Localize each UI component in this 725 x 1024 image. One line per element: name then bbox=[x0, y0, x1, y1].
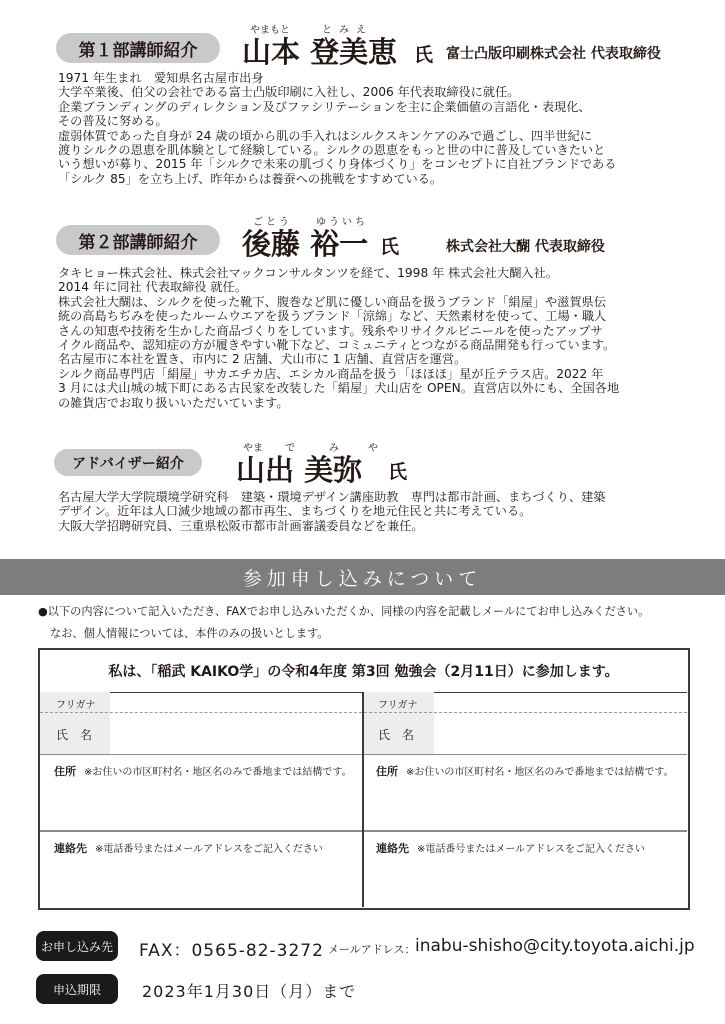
registration-banner: 参加申し込みについて bbox=[0, 559, 725, 595]
contact-note: ※電話番号またはメールアドレスをご記入ください bbox=[417, 844, 645, 855]
bio-line: 2014 年に同社 代表取締役 就任。 bbox=[58, 280, 247, 295]
bio-line: いう想いが募り、2015 年「シルクで未来の肌づくり身体づくり」をコンセプトに自社ブランドである bbox=[58, 157, 617, 172]
speaker2-ruby-family: ごとう bbox=[253, 217, 292, 228]
speaker1-affiliation: 富士凸版印刷株式会社 代表取締役 bbox=[446, 46, 661, 62]
contact-row[interactable] bbox=[40, 831, 362, 908]
speaker1-badge: 第１部講師紹介 bbox=[56, 33, 220, 63]
bio-line: タキヒョー株式会社、株式会社マックコンサルタンツを経て、1998 年 株式会社大醐入社。 bbox=[58, 266, 558, 280]
bio-line: 3 月には犬山城の城下町にある古民家を改装した「絹屋」犬山店を OPEN。直営店以外にも、全国各地 bbox=[58, 381, 620, 396]
bio-line: 大学卒業後、伯父の会社である富士凸版印刷に入社し、2006 年代表取締役に就任。 bbox=[58, 85, 520, 100]
address-label: 住所 bbox=[54, 765, 76, 778]
form-column-right bbox=[364, 692, 687, 907]
mail-address[interactable]: inabu-shisho@city.toyota.aichi.jp bbox=[415, 936, 695, 956]
deadline-label: 申込期限 bbox=[36, 974, 118, 1004]
contact-label: 連絡先 bbox=[376, 842, 409, 855]
contact-row[interactable] bbox=[364, 831, 687, 908]
bio-line: シルク商品専門店「絹屋」サカエチカ店、エシカル商品を扱う「ほほほ」星が丘テラス店。2022 年 bbox=[58, 366, 604, 381]
speaker2-affiliation: 株式会社大醐 代表取締役 bbox=[446, 239, 605, 255]
advisor-ruby-3: み bbox=[329, 443, 339, 454]
advisor-ruby-4: や bbox=[368, 443, 378, 454]
bio-line: 虚弱体質であった自身が 24 歳の頃から肌の手入れはシルクスキンケアのみで過ごし、四半世紀に bbox=[58, 128, 592, 143]
bio-line: 渡りシルクの恩恵を肌体験として経験している。シルクの恩恵をもっと世の中に普及していきたいと bbox=[58, 143, 606, 158]
contact-note: ※電話番号またはメールアドレスをご記入ください bbox=[95, 844, 323, 855]
bio-line: の雑貨店でお取り扱いいただいています。 bbox=[58, 395, 289, 410]
advisor-bio bbox=[58, 490, 678, 533]
fax-number: FAX：0565-82-3272 bbox=[139, 941, 324, 961]
furigana-label: フリガナ bbox=[378, 700, 418, 711]
bio-line: デザイン。近年は人口減少地域の都市再生、まちづくりを地元住民と共に考えている。 bbox=[58, 504, 532, 519]
name-row[interactable] bbox=[40, 712, 362, 755]
bio-line: 名古屋市に本社を置き、市内に 2 店舗、犬山市に 1 店舗、直営店を運営。 bbox=[58, 352, 467, 367]
furigana-label: フリガナ bbox=[56, 700, 96, 711]
speaker1-name: 山本 登美恵 bbox=[242, 35, 398, 69]
speaker1-honorific: 氏 bbox=[414, 44, 434, 66]
bio-line: 名古屋大学大学院環境学研究科 建築・環境デザイン講座助教 専門は都市計画、まちづくり、建築 bbox=[58, 490, 606, 504]
registration-note-2: なお、個人情報については、本件のみの扱いとします。 bbox=[50, 627, 329, 640]
bio-line: その普及に努める。 bbox=[58, 114, 168, 129]
contact-label-group bbox=[54, 840, 323, 856]
speaker1-ruby-given: とみえ bbox=[322, 25, 373, 36]
address-note: ※お住いの市区町村名・地区名のみで番地までは結構です。 bbox=[84, 767, 352, 778]
advisor-badge: アドバイザー紹介 bbox=[54, 449, 202, 476]
speaker2-ruby-given: ゆういち bbox=[316, 217, 368, 228]
name-label: 氏 名 bbox=[378, 728, 415, 742]
bio-line: 統の高島ちぢみを使ったルームウエアを扱うブランド「涼綿」など、天然素材を使って、工場・職人 bbox=[58, 309, 607, 324]
name-label: 氏 名 bbox=[56, 728, 93, 742]
furigana-row[interactable] bbox=[364, 692, 687, 713]
mail-label: メールアドレス： bbox=[328, 943, 416, 956]
address-row[interactable] bbox=[40, 755, 362, 831]
furigana-row[interactable] bbox=[40, 692, 362, 713]
bio-line: 企業ブランディングのディレクション及びファシリテーションを主に企業価値の言語化・表現化、 bbox=[58, 99, 591, 114]
address-row[interactable] bbox=[364, 755, 687, 831]
speaker2-name: 後藤 裕一 bbox=[242, 227, 369, 261]
speaker2-bio bbox=[58, 266, 678, 410]
name-row[interactable] bbox=[364, 712, 687, 755]
bio-line: 大阪大学招聘研究員、三重県松阪市都市計画審議委員などを兼任。 bbox=[58, 518, 424, 533]
form-column-left bbox=[40, 692, 364, 907]
bio-line: イクル商品や、認知症の方が履きやすい靴下など、コミュニティとつながる商品開発も行っています。 bbox=[58, 338, 616, 353]
contact-label: 連絡先 bbox=[54, 842, 87, 855]
apply-label: お申し込み先 bbox=[36, 931, 118, 961]
bio-line: 1971 年生まれ 愛知県名古屋市出身 bbox=[58, 71, 264, 85]
speaker1-ruby-family: やまもと bbox=[250, 25, 290, 36]
address-note: ※お住いの市区町村名・地区名のみで番地までは結構です。 bbox=[406, 767, 674, 778]
advisor-honorific: 氏 bbox=[388, 461, 408, 483]
advisor-ruby-1: やま bbox=[243, 443, 263, 454]
registration-note-1: ●以下の内容について記入いただき、FAXでお申し込みいただくか、同様の内容を記載しメールにてお申し込みください。 bbox=[38, 605, 650, 618]
form-title: 私は、「稲武 KAIKO学」の令和4年度 第3回 勉強会（2月11日）に参加します。 bbox=[40, 650, 687, 693]
bio-line: 株式会社大醐は、シルクを使った靴下、腹巻など肌に優しい商品を扱うブランド「絹屋」や滋賀県伝 bbox=[58, 294, 606, 309]
deadline-date: 2023年1月30日（月）まで bbox=[142, 982, 357, 1001]
speaker2-badge: 第２部講師紹介 bbox=[56, 225, 220, 255]
advisor-ruby-2: で bbox=[285, 443, 295, 454]
speaker1-bio bbox=[58, 71, 678, 186]
address-label-group bbox=[376, 763, 674, 779]
address-label-group bbox=[54, 763, 352, 779]
registration-form bbox=[38, 648, 690, 910]
contact-label-group bbox=[376, 840, 645, 856]
advisor-name: 山出 美弥 bbox=[236, 453, 363, 487]
bio-line: 「シルク 85」を立ち上げ、昨年からは養蚕への挑戦をすすめている。 bbox=[58, 171, 443, 186]
speaker2-honorific: 氏 bbox=[380, 236, 400, 258]
address-label: 住所 bbox=[376, 765, 398, 778]
bio-line: さんの知恵や技術を生かした商品づくりをしています。残糸やリサイクルビニールを使ったアップサ bbox=[58, 323, 603, 338]
